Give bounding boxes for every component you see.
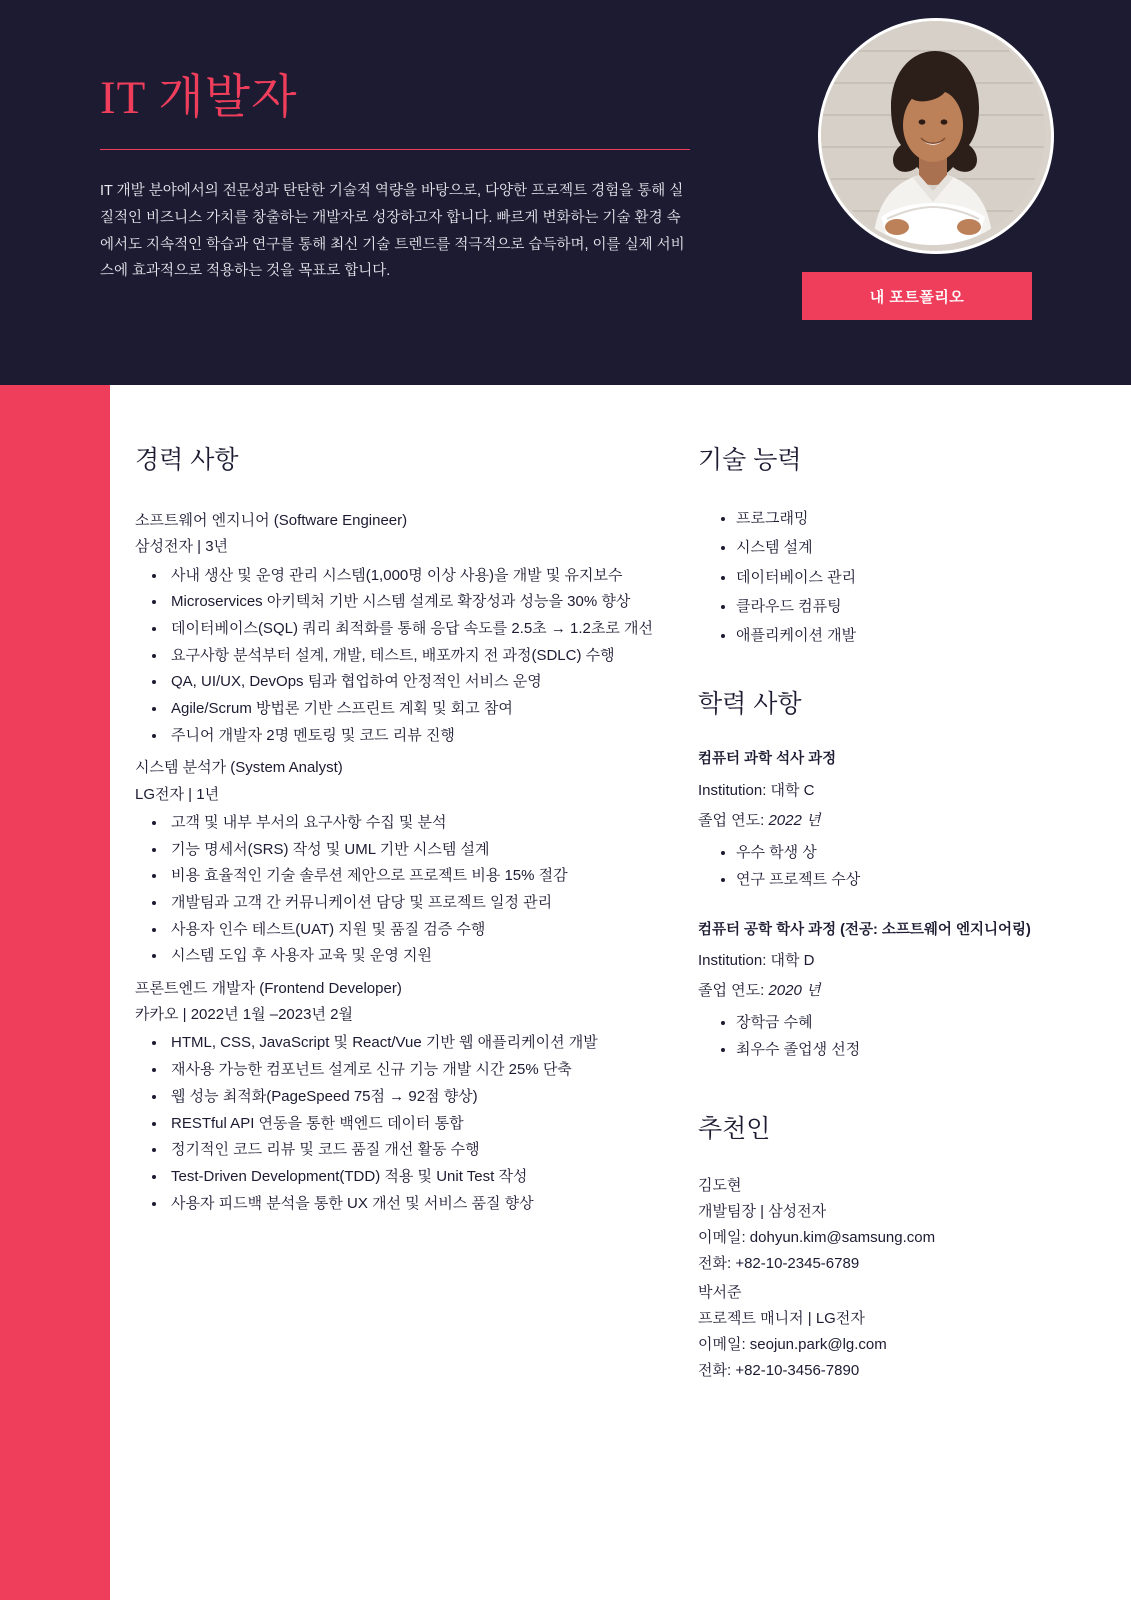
job-bullets	[135, 563, 655, 750]
list-item: • 기능 명세서(SRS) 작성 및 UML 기반 시스템 설계	[167, 837, 655, 864]
list-item: • 사용자 인수 테스트(UAT) 지원 및 품질 검증 수행	[167, 917, 655, 944]
list-item: • RESTful API 연동을 통한 백엔드 데이터 통합	[167, 1111, 655, 1138]
skills-heading: 기술 능력	[698, 446, 802, 474]
job-meta: 카카오 | 2022년 1월 –2023년 2월	[135, 1006, 353, 1024]
list-item: • 시스템 도입 후 사용자 교육 및 운영 지원	[167, 943, 655, 970]
page-title: IT 개발자	[100, 72, 298, 124]
list-item: • 프로그래밍	[736, 504, 1088, 533]
job-bullets	[135, 1030, 655, 1217]
list-item: • 데이터베이스 관리	[736, 563, 1088, 592]
list-item: • 웹 성능 최적화(PageSpeed 75점 → 92점 향상)	[167, 1084, 655, 1111]
list-item: • 정기적인 코드 리뷰 및 코드 품질 개선 활동 수행	[167, 1137, 655, 1164]
education-heading: 학력 사항	[698, 690, 802, 719]
list-item: • QA, UI/UX, DevOps 팀과 협업하여 안정적인 서비스 운영	[167, 669, 655, 696]
education-graduation-label: 졸업 연도:	[698, 982, 765, 1000]
experience-item	[135, 976, 655, 1217]
list-item: • 클라우드 컴퓨팅	[736, 592, 1088, 621]
education-graduation	[698, 809, 1088, 833]
education-item	[698, 919, 1088, 1063]
job-role: 시스템 분석가 (System Analyst)	[135, 759, 343, 777]
job-meta: 삼성전자 | 3년	[135, 538, 229, 556]
list-item: • 최우수 졸업생 선정	[736, 1036, 1088, 1063]
education-degree: 컴퓨터 과학 석사 과정	[698, 751, 837, 768]
accent-sidebar	[0, 385, 110, 1600]
job-role: 소프트웨어 엔지니어 (Software Engineer)	[135, 512, 408, 529]
experience-heading: 경력 사항	[135, 446, 239, 474]
reference-position: 개발팀장 | 삼성전자	[698, 1202, 827, 1220]
reference-item	[698, 1280, 1088, 1383]
education-graduation	[698, 979, 1088, 1003]
job-bullets	[135, 810, 655, 970]
education-item	[698, 748, 1088, 892]
list-item: • 비용 효율적인 기술 솔루션 제안으로 프로젝트 비용 15% 절감	[167, 863, 655, 890]
reference-name: 박서준	[698, 1284, 742, 1302]
job-role: 프론트엔드 개발자 (Frontend Developer)	[135, 979, 402, 997]
references-heading: 추천인	[698, 1115, 771, 1144]
header-banner	[0, 0, 1131, 385]
header-text-block	[100, 60, 720, 285]
portfolio-button[interactable]: 내 포트폴리오	[802, 272, 1032, 320]
experience-column	[135, 440, 655, 1223]
avatar	[818, 18, 1054, 254]
title-divider	[100, 149, 690, 150]
reference-phone: 전화: +82-10-2345-6789	[698, 1254, 860, 1272]
reference-email: 이메일: dohyun.kim@samsung.com	[698, 1228, 936, 1246]
list-item: • Test-Driven Development(TDD) 적용 및 Unit Test 작성	[167, 1164, 655, 1191]
list-item: • 사내 생산 및 운영 관리 시스템(1,000명 이상 사용)을 개발 및 유지보수	[167, 563, 655, 590]
list-item: • Microservices 아키텍처 기반 시스템 설계로 확장성과 성능을 30% 향상	[167, 589, 655, 616]
list-item: • Agile/Scrum 방법론 기반 스프린트 계획 및 회고 참여	[167, 696, 655, 723]
experience-item	[135, 755, 655, 970]
education-graduation-label: 졸업 연도:	[698, 811, 765, 829]
list-item: • 장학금 수혜	[736, 1009, 1088, 1036]
education-graduation-value: 2020 년	[768, 982, 821, 1000]
job-meta: LG전자 | 1년	[135, 785, 220, 803]
list-item: • 사용자 피드백 분석을 통한 UX 개선 및 서비스 품질 향상	[167, 1191, 655, 1218]
list-item: • 데이터베이스(SQL) 쿼리 최적화를 통해 응답 속도를 2.5초 → 1.2초로 개선	[167, 616, 655, 643]
reference-item	[698, 1173, 1088, 1276]
education-bullets	[698, 1009, 1088, 1063]
list-item: • 우수 학생 상	[736, 839, 1088, 866]
experience-item	[135, 508, 655, 749]
reference-position: 프로젝트 매니저 | LG전자	[698, 1310, 865, 1328]
list-item: • 주니어 개발자 2명 멘토링 및 코드 리뷰 진행	[167, 723, 655, 750]
education-institution: Institution: 대학 C	[698, 781, 815, 799]
list-item: • HTML, CSS, JavaScript 및 React/Vue 기반 웹 애플리케이션 개발	[167, 1030, 655, 1057]
list-item: • 시스템 설계	[736, 533, 1088, 562]
list-item: • 연구 프로젝트 수상	[736, 866, 1088, 893]
resume-body	[110, 385, 1131, 1600]
education-institution: Institution: 대학 D	[698, 952, 815, 970]
sidebar-column	[698, 440, 1088, 1388]
list-item: • 재사용 가능한 컴포넌트 설계로 신규 기능 개발 시간 25% 단축	[167, 1057, 655, 1084]
list-item: • 고객 및 내부 부서의 요구사항 수집 및 분석	[167, 810, 655, 837]
spacer	[698, 650, 1088, 684]
skills-list	[698, 504, 1088, 650]
list-item: • 개발팀과 고객 간 커뮤니케이션 담당 및 프로젝트 일정 관리	[167, 890, 655, 917]
education-degree: 컴퓨터 공학 학사 과정 (전공: 소프트웨어 엔지니어링)	[698, 921, 1031, 938]
profile-summary: IT 개발 분야에서의 전문성과 탄탄한 기술적 역량을 바탕으로, 다양한 프로젝트 경험을 통해 실질적인 비즈니스 가치를 창출하는 개발자로 성장하고자 합니다. 빠르게 변화하는 기술 환경 속에서도 지속적인 학습과 연구를 통해 최신 기술 트렌드를 적극적으로 습득하며, 이를 실제 서비스에 효과적으로 적용하는 것을 목표로 합니다.	[100, 183, 685, 280]
list-item: • 애플리케이션 개발	[736, 621, 1088, 650]
reference-name: 김도현	[698, 1177, 742, 1195]
reference-phone: 전화: +82-10-3456-7890	[698, 1361, 860, 1379]
list-item: • 요구사항 분석부터 설계, 개발, 테스트, 배포까지 전 과정(SDLC) 수행	[167, 643, 655, 670]
reference-email: 이메일: seojun.park@lg.com	[698, 1335, 887, 1353]
education-graduation-value: 2022 년	[768, 811, 821, 829]
spacer	[698, 1089, 1088, 1109]
portrait-illustration	[821, 21, 1045, 245]
education-bullets	[698, 839, 1088, 893]
